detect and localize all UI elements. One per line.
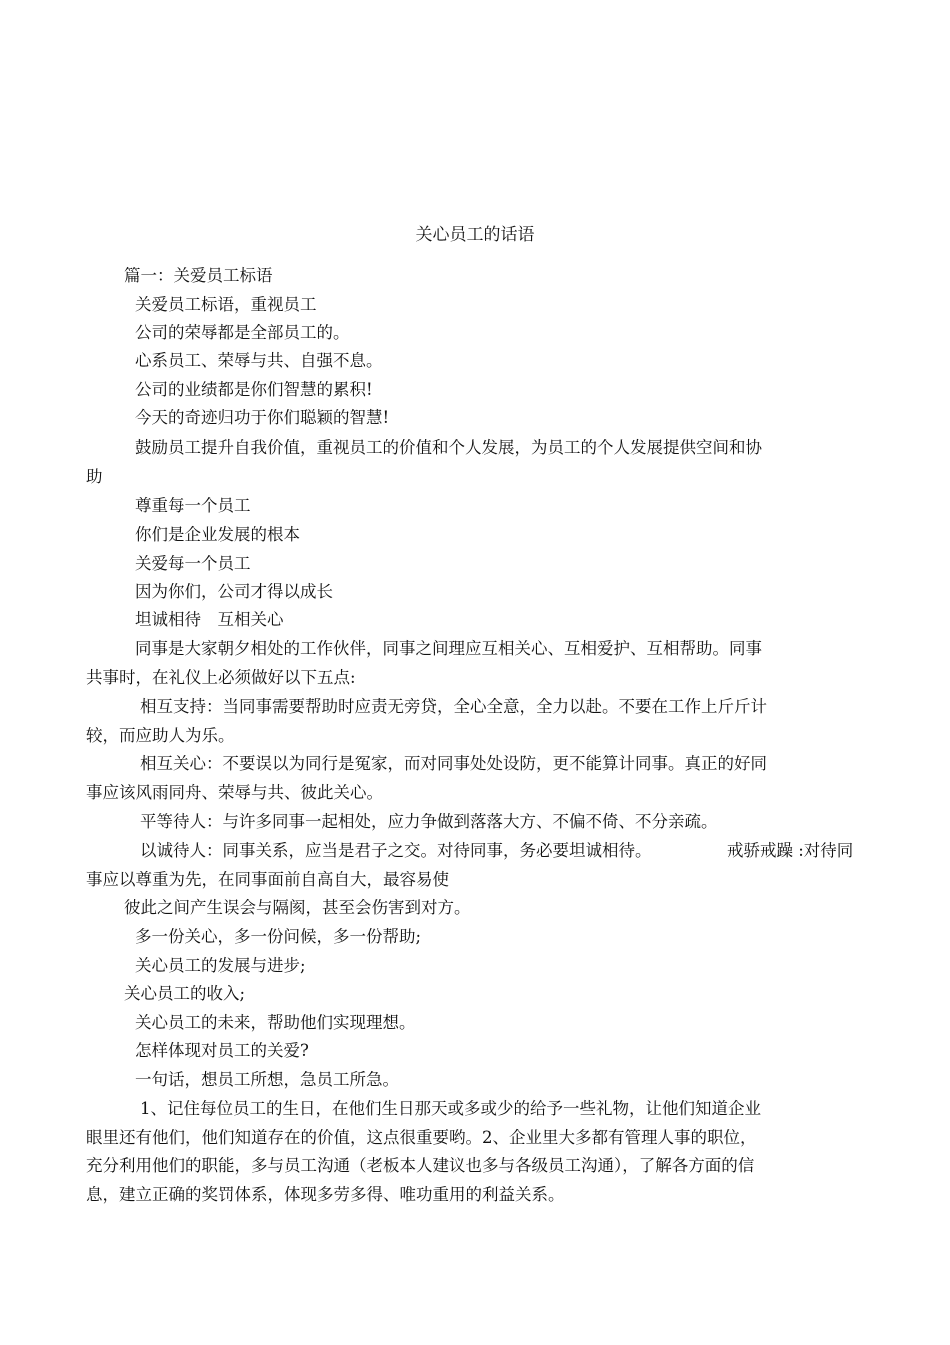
paragraph-line: 眼里还有他们，他们知道存在的价值，这点很重要哟。2、企业里大多都有管理人事的职位， (86, 1128, 757, 1147)
paragraph-line: 鼓励员工提升自我价值，重视员工的价值和个人发展，为员工的个人发展提供空间和协 (135, 438, 762, 457)
paragraph-line: 一句话，想员工所想，急员工所急。 (135, 1070, 399, 1089)
paragraph-line: 多一份关心，多一份问候，多一份帮助; (135, 927, 422, 946)
paragraph-line: 较，而应助人为乐。 (86, 726, 235, 745)
paragraph-line: 坦诚相待 互相关心 (135, 610, 284, 629)
paragraph-line: 怎样体现对员工的关爱? (135, 1041, 309, 1060)
paragraph-line: 1、记住每位员工的生日，在他们生日那天或多或少的给予一些礼物，让他们知道企业 (140, 1099, 761, 1118)
paragraph-line: 共事时，在礼仪上必须做好以下五点: (86, 668, 356, 687)
paragraph-line: 彼此之间产生误会与隔阂，甚至会伤害到对方。 (124, 898, 471, 917)
paragraph-line: 事应该风雨同舟、荣辱与共、彼此关心。 (86, 783, 383, 802)
paragraph-line: 戒骄戒躁 :对待同 (727, 841, 854, 860)
paragraph-line: 相互关心：不要误以为同行是冤家，而对同事处处设防，更不能算计同事。真正的好同 (140, 754, 767, 773)
paragraph-line: 充分利用他们的职能，多与员工沟通（老板本人建议也多与各级员工沟通），了解各方面的信 (86, 1156, 755, 1175)
paragraph-line: 心系员工、荣辱与共、自强不息。 (135, 351, 383, 370)
section-heading: 篇一：关爱员工标语 (124, 266, 273, 285)
paragraph-line: 息，建立正确的奖罚体系，体现多劳多得、唯功重用的利益关系。 (86, 1185, 565, 1204)
document-title: 关心员工的话语 (415, 225, 535, 245)
paragraph-line: 平等待人：与许多同事一起相处，应力争做到落落大方、不偏不倚、不分亲疏。 (140, 812, 718, 831)
paragraph-line: 以诚待人：同事关系，应当是君子之交。对待同事，务必要坦诚相待。 (140, 841, 652, 860)
paragraph-line: 关心员工的未来，帮助他们实现理想。 (135, 1013, 416, 1032)
paragraph-line: 助 (86, 467, 103, 486)
paragraph-line: 关心员工的发展与进步; (135, 956, 306, 975)
paragraph-line: 尊重每一个员工 (135, 496, 251, 515)
paragraph-line: 相互支持：当同事需要帮助时应责无旁贷，全心全意，全力以赴。不要在工作上斤斤计 (140, 697, 767, 716)
paragraph-line: 关爱每一个员工 (135, 554, 251, 573)
paragraph-line: 关心员工的收入; (124, 984, 246, 1003)
paragraph-line: 关爱员工标语，重视员工 (135, 295, 317, 314)
paragraph-line: 你们是企业发展的根本 (135, 525, 300, 544)
paragraph-line: 事应以尊重为先，在同事面前自高自大，最容易使 (86, 870, 449, 889)
paragraph-line: 因为你们，公司才得以成长 (135, 582, 333, 601)
paragraph-line: 今天的奇迹归功于你们聪颖的智慧! (135, 408, 390, 427)
paragraph-line: 同事是大家朝夕相处的工作伙伴，同事之间理应互相关心、互相爱护、互相帮助。同事 (135, 639, 762, 658)
paragraph-line: 公司的荣辱都是全部员工的。 (135, 323, 350, 342)
paragraph-line: 公司的业绩都是你们智慧的累积! (135, 380, 373, 399)
